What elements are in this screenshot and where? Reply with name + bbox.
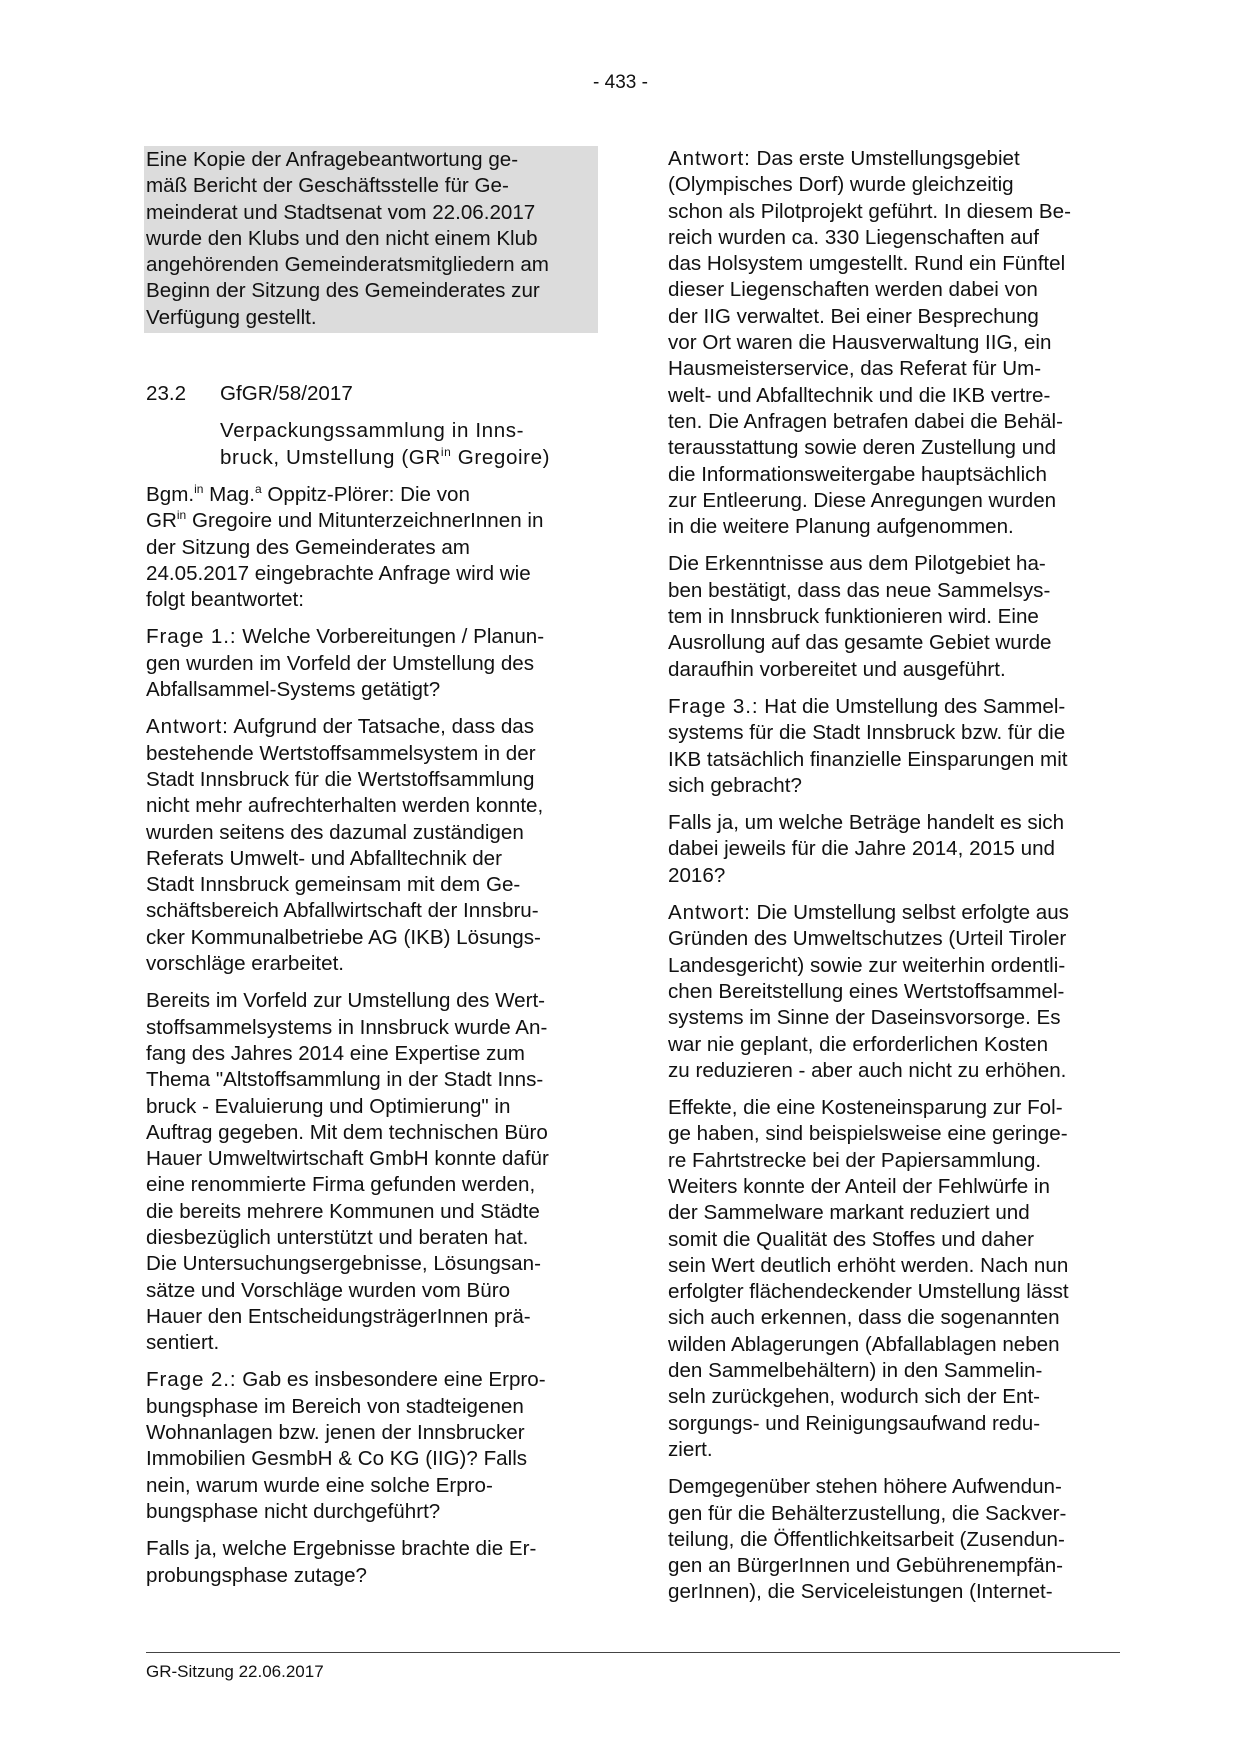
- right-column: [668, 146, 1120, 1617]
- question-1: Frage 1.: Welche Vorbereitungen / Planun- gen wurden im Vorfeld der Umstellung des Abfallsammel-Systems getätigt?: [146, 625, 545, 702]
- answer-1-paragraph-2: Bereits im Vorfeld zur Umstellung des Wert- stoffsammelsystems in Innsbruck wurde An- fang des Jahres 2014 eine Expertise zum Thema "Altstoffsammlung in der Stadt Inns- bruck - Evaluierung und Optimierung" in Auftrag gegeben. Mit dem technischen Büro Hauer Umweltwirtschaft GmbH konnte dafür eine renommierte Firma gefunden werden, die bereits mehrere Kommunen und Städte diesbezüglich unterstützt und beraten hat. Die Untersuchungsergebnisse, Lösungsan- sätze und Vorschläge wurden vom Büro Hauer den EntscheidungsträgerInnen prä- sentiert.: [146, 989, 549, 1355]
- answer-2-paragraph-2: Die Erkenntnisse aus dem Pilotgebiet ha- ben bestätigt, dass das neue Sammelsys- tem in Innsbruck funktionieren wird. Eine Ausrollung auf das gesamte Gebiet wurde daraufhin vorbereitet und ausgeführt.: [668, 552, 1052, 681]
- question-label: Frage 1.:: [146, 625, 237, 649]
- question-3: Frage 3.: Hat die Umstellung des Sammel- systems für die Stadt Innsbruck bzw. für die IKB tatsächlich finanzielle Einsparungen mit sich gebracht?: [668, 694, 1068, 797]
- notice-box: Eine Kopie der Anfragebeantwortung ge- mäß Bericht der Geschäftsstelle für Ge- meinderat und Stadtsenat vom 22.06.2017 wurde den Klubs und den nicht einem Klub angehörenden Gemeinderatsmitgliedern am Beginn der Sitzung des Gemeinderates zur Verfügung gestellt.: [144, 146, 598, 333]
- question-2: Frage 2.: Gab es insbesondere eine Erpro- bungsphase im Bereich von stadteigenen Wohnanlagen bzw. jenen der Innsbrucker Immobilien GesmbH & Co KG (IIG)? Falls nein, warum wurde eine solche Erpro- bungsphase nicht durchgeführt?: [146, 1368, 546, 1523]
- answer-label: Antwort:: [146, 715, 229, 739]
- answer-3-paragraph-2: Effekte, die eine Kosteneinsparung zur Fol- ge haben, sind beispielsweise eine geringe- re Fahrtstrecke bei der Papiersammlung. Weiters konnte der Anteil der Fehlwürfe in der Sammelware markant reduziert und somit die Qualität des Stoffes und daher sein Wert deutlich erhöht werden. Nach nun erfolgter flächendeckender Umstellung lässt sich auch erkennen, dass die sogenannten wilden Ablagerungen (Abfallablagen neben den Sammelbehältern) in den Sammelin- seln zurückgehen, wodurch sich der Ent- sorgungs- und Reinigungsaufwand redu- ziert.: [668, 1096, 1069, 1461]
- answer-3-paragraph-3: Demgegenüber stehen höhere Aufwendun- gen für die Behälterzustellung, die Sackver- teilung, die Öffentlichkeitsarbeit (Zusendun- gen an BürgerInnen und Gebührenempfän- gerInnen), die Serviceleistungen (Internet-: [668, 1475, 1067, 1604]
- answer-3: Antwort: Die Umstellung selbst erfolgte aus Gründen des Umweltschutzes (Urteil Tiroler Landesgericht) sowie zur weiterhin ordentli- chen Bereitstellung eines Wertstoffsammel- systems im Sinne der Daseinsvorsorge. Es war nie geplant, die erforderlichen Kosten zu reduzieren - aber auch nicht zu erhöhen.: [668, 901, 1069, 1082]
- footer-text: GR-Sitzung 22.06.2017: [146, 1662, 324, 1681]
- question-label: Frage 3.:: [668, 694, 759, 718]
- question-label: Frage 2.:: [146, 1368, 237, 1392]
- footer-rule: [146, 1652, 1120, 1653]
- agenda-item-header: [146, 381, 598, 407]
- question-3-paragraph-2: Falls ja, um welche Beträge handelt es sich dabei jeweils für die Jahre 2014, 2015 und 2016?: [668, 811, 1065, 887]
- answer-label: Antwort:: [668, 901, 751, 925]
- left-column: [146, 146, 598, 1600]
- agenda-item-subject: Verpackungssammlung in Inns- bruck, Umstellung ($GR^{in}$ Gregoire): [220, 419, 551, 469]
- answer-label: Antwort:: [668, 147, 751, 170]
- intro-paragraph: Bgm.$^{in}$ Mag.$^a$ Oppitz-Plörer: Die von $GR^{in}$ Gregoire und MitunterzeichnerInnen in der Sitzung des Gemeinderates am 24.05.2017 eingebrachte Anfrage wird wie folgt beantwortet:: [146, 481, 544, 612]
- agenda-item-number: 23.2: [146, 382, 187, 406]
- agenda-item-code: GfGR/58/2017: [220, 382, 353, 406]
- answer-2: Antwort: Das erste Umstellungsgebiet (Olympisches Dorf) wurde gleichzeitig schon als Pilotprojekt geführt. In diesem Be- reich wurden ca. 330 Liegenschaften auf das Holsystem umgestellt. Rund ein Fünftel dieser Liegenschaften werden dabei von der IIG verwaltet. Bei einer Besprechung vor Ort waren die Hausverwaltung IIG, ein Hausmeisterservice, das Referat für Um- welt- und Abfalltechnik und die IKB vertre- ten. Die Anfragen betrafen dabei die Behäl- terausstattung sowie deren Zustellung und die Informationsweitergabe hauptsächlich zur Entleerung. Diese Anregungen wurden in die weitere Planung aufgenommen.: [668, 147, 1071, 539]
- question-2-paragraph-2: Falls ja, welche Ergebnisse brachte die Er- probungsphase zutage?: [146, 1537, 537, 1587]
- answer-1: Antwort: Aufgrund der Tatsache, dass das bestehende Wertstoffsammelsystem in der Stadt Innsbruck für die Wertstoffsammlung nicht mehr aufrechterhalten werden konnte, wurden seitens des dazumal zuständigen Referats Umwelt- und Abfalltechnik der Stadt Innsbruck gemeinsam mit dem Ge- schäftsbereich Abfallwirtschaft der Innsbru- cker Kommunalbetriebe AG (IKB) Lösungs- vorschläge erarbeitet.: [146, 715, 544, 976]
- page-number: - 433 -: [593, 72, 648, 93]
